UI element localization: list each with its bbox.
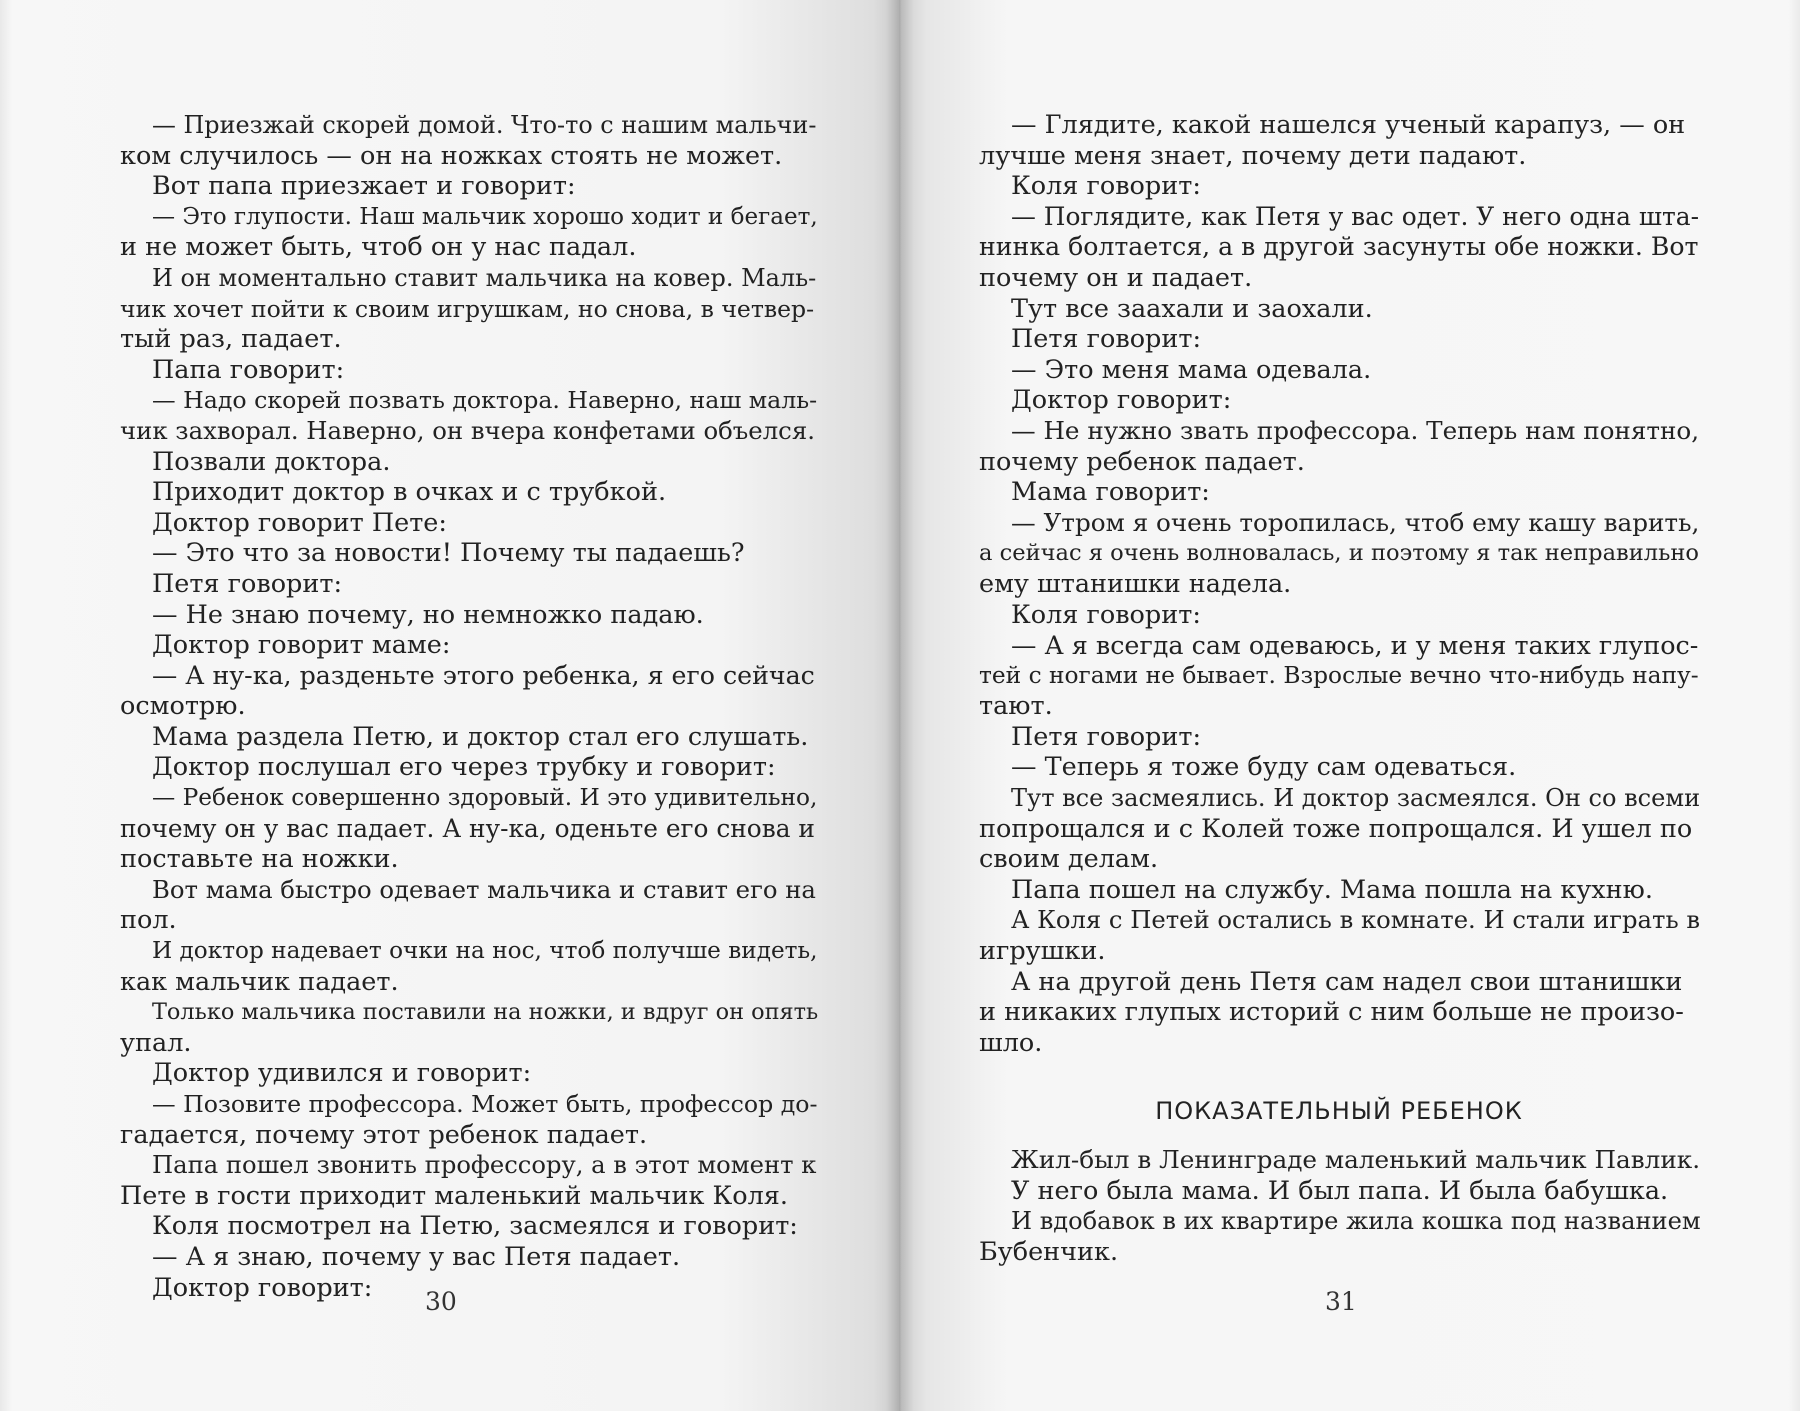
text-line: Коля говорит: xyxy=(1011,171,1201,202)
text-line: попрощался и с Колей тоже попрощался. И ушел по xyxy=(979,813,1693,844)
text-line: тый раз, падает. xyxy=(120,324,342,355)
text-line: Коля посмотрел на Петю, засмеялся и говорит: xyxy=(152,1211,798,1242)
text-line: Тут все засмеялись. И доктор засмеялся. Он со всеми xyxy=(1011,784,1701,813)
right-page-body-text xyxy=(979,110,1699,1267)
text-line: гадается, почему этот ребенок падает. xyxy=(120,1119,648,1150)
text-line: Папа пошел звонить профессору, а в этот момент к xyxy=(152,1150,817,1180)
right-page-number: 31 xyxy=(1325,1287,1357,1316)
text-line: почему ребенок падает. xyxy=(979,446,1305,477)
text-line: Петя говорит: xyxy=(152,568,343,599)
text-line: пол. xyxy=(120,905,177,936)
text-line: почему он у вас падает. А ну-ка, оденьте его снова и xyxy=(120,813,815,843)
text-line: — Приезжай скорей домой. Что-то с нашим мальчи- xyxy=(152,111,817,139)
text-line: Только мальчика поставили на ножки, и вдруг он опять xyxy=(152,999,819,1026)
text-line: упал. xyxy=(120,1027,192,1058)
page-edge-shadow xyxy=(1788,0,1800,1411)
text-line: — Не знаю почему, но немножко падаю. xyxy=(152,599,704,630)
text-line: — Это что за новости! Почему ты падаешь? xyxy=(152,538,745,569)
text-line: и не может быть, чтоб он у нас падал. xyxy=(120,232,637,263)
text-line: — Утром я очень торопилась, чтоб ему кашу варить, xyxy=(1011,507,1700,537)
right-page xyxy=(900,0,1800,1411)
text-line: Петя говорит: xyxy=(1011,324,1202,355)
text-line: Мама раздела Петю, и доктор стал его слушать. xyxy=(152,721,809,752)
text-line: — Это глупости. Наш мальчик хорошо ходит и бегает, xyxy=(152,203,818,230)
text-line: нинка болтается, а в другой засунуты обе ножки. Вот xyxy=(979,232,1699,262)
text-line: Позвали доктора. xyxy=(152,446,391,477)
text-line: И он моментально ставит мальчика на ковер. Маль- xyxy=(152,263,817,292)
text-line: шло. xyxy=(979,1027,1043,1058)
text-line: Бубенчик. xyxy=(979,1236,1119,1267)
text-line: тают. xyxy=(979,691,1053,722)
text-line: Доктор удивился и говорит: xyxy=(152,1058,532,1089)
text-line: своим делам. xyxy=(979,844,1159,875)
text-line: ему штанишки надела. xyxy=(979,568,1292,599)
text-line: Доктор говорит маме: xyxy=(152,630,451,661)
text-line: — А я знаю, почему у вас Петя падает. xyxy=(152,1241,681,1272)
text-line: — Позовите профессора. Может быть, профессор до- xyxy=(152,1090,818,1118)
left-page-body-text xyxy=(120,110,819,1303)
text-line: как мальчик падает. xyxy=(120,966,399,997)
text-line: Папа говорит: xyxy=(152,354,345,385)
text-line: игрушки. xyxy=(979,936,1106,967)
text-line: а сейчас я очень волновалась, и поэтому я так неправильно xyxy=(979,540,1699,567)
text-line: И вдобавок в их квартире жила кошка под названием xyxy=(1011,1207,1701,1236)
text-line: Приходит доктор в очках и с трубкой. xyxy=(152,477,667,508)
text-line: Коля говорит: xyxy=(1011,599,1201,630)
text-line: — Не нужно звать профессора. Теперь нам понятно, xyxy=(1011,415,1700,445)
story-ending-text xyxy=(979,110,1699,1058)
text-line: — Поглядите, как Петя у вас одет. У него одна шта- xyxy=(1011,201,1699,231)
text-line: Жил-был в Ленинграде маленький мальчик Павлик. xyxy=(1011,1145,1701,1174)
book-gutter xyxy=(886,0,914,1411)
text-line: А на другой день Петя сам надел свои штанишки xyxy=(1011,966,1683,997)
text-line: — Ребенок совершенно здоровый. И это удивительно, xyxy=(152,784,818,812)
text-line: Доктор послушал его через трубку и говорит: xyxy=(152,752,776,783)
text-line: У него была мама. И был папа. И была бабушка. xyxy=(1011,1175,1669,1206)
text-line: чик хочет пойти к своим игрушкам, но снова, в четвер- xyxy=(120,294,815,323)
text-line: И доктор надевает очки на нос, чтоб получше видеть, xyxy=(152,938,818,965)
text-line: Петя говорит: xyxy=(1011,721,1202,752)
text-line: ком случилось — он на ножках стоять не может. xyxy=(120,140,783,171)
text-line: и никаких глупых историй с ним больше не произо- xyxy=(979,997,1684,1028)
text-line: — Глядите, какой нашелся ученый карапуз, — он xyxy=(1011,110,1686,140)
text-line: Мама говорит: xyxy=(1011,477,1210,508)
text-line: — Надо скорей позвать доктора. Наверно, наш маль- xyxy=(152,386,818,415)
text-line: А Коля с Петей остались в комнате. И стали играть в xyxy=(1011,905,1701,935)
text-line: — Теперь я тоже буду сам одеваться. xyxy=(1011,752,1517,783)
new-story-text xyxy=(979,1145,1699,1267)
text-line: осмотрю. xyxy=(120,691,246,722)
text-line: Доктор говорит: xyxy=(152,1272,373,1303)
text-line: Вот папа приезжает и говорит: xyxy=(152,171,576,202)
chapter-heading: ПОКАЗАТЕЛЬНЫЙ РЕБЕНОК xyxy=(1155,1097,1523,1126)
text-line: — А я всегда сам одеваюсь, и у меня таких глупос- xyxy=(1011,630,1699,661)
text-line: Доктор говорит Пете: xyxy=(152,507,447,538)
text-line: лучше меня знает, почему дети падают. xyxy=(979,140,1527,171)
text-line: Пете в гости приходит маленький мальчик Коля. xyxy=(120,1180,788,1211)
left-page-number: 30 xyxy=(425,1287,457,1316)
text-line: Вот мама быстро одевает мальчика и ставит его на xyxy=(152,874,816,904)
text-line: — Это меня мама одевала. xyxy=(1011,354,1372,385)
text-line: — А ну-ка, разденьте этого ребенка, я его сейчас xyxy=(152,660,815,690)
text-line: чик захворал. Наверно, он вчера конфетами объелся. xyxy=(120,415,815,445)
page-edge-shadow xyxy=(0,0,12,1411)
text-line: почему он и падает. xyxy=(979,262,1253,293)
text-line: Доктор говорит: xyxy=(1011,385,1232,416)
text-line: Тут все заахали и заохали. xyxy=(1011,293,1373,324)
text-line: Папа пошел на службу. Мама пошла на кухню. xyxy=(1011,874,1653,905)
text-line: тей с ногами не бывает. Взрослые вечно что-нибудь напу- xyxy=(979,661,1699,689)
text-line: поставьте на ножки. xyxy=(120,844,399,875)
